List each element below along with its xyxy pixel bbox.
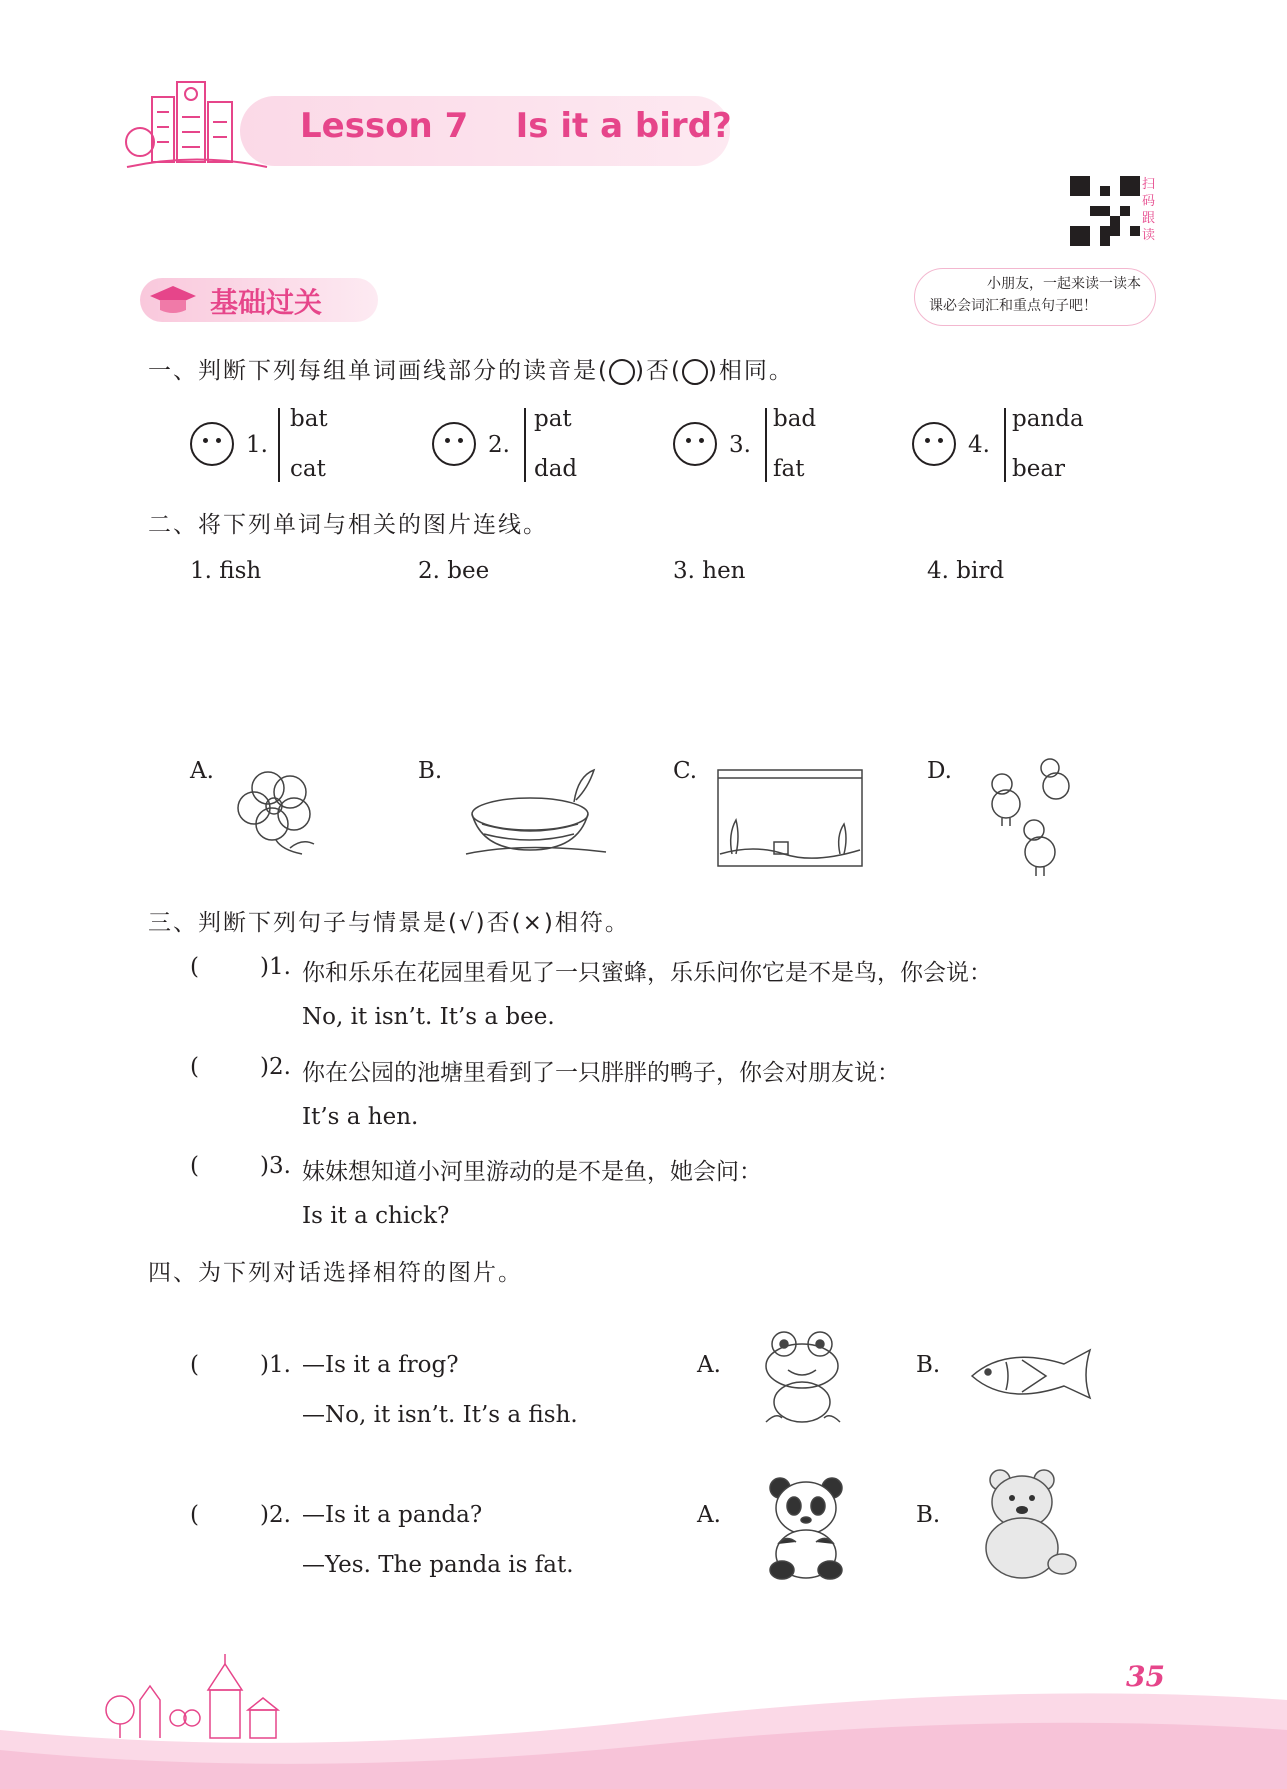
- part1-title: 一、判断下列每组单词画线部分的读音是( )否( )相同。: [148, 358, 794, 384]
- part3-title: 三、判断下列句子与情景是(√)否(×)相符。: [148, 910, 630, 936]
- part3-item-1: ( )1. 你和乐乐在花园里看见了一只蜜蜂，乐乐问你它是不是鸟，你会说： No, it isn’t. It’s a bee.: [190, 954, 992, 1030]
- answer-blank[interactable]: [206, 1153, 246, 1183]
- sad-face-icon: [682, 359, 708, 385]
- smile-face-icon: [609, 359, 635, 385]
- bear-picture[interactable]: [982, 1464, 1082, 1584]
- pic-label-a: A.: [190, 758, 214, 784]
- qr-side-text: 扫 码 跟 读: [1142, 177, 1156, 243]
- pic-label-d: D.: [927, 758, 952, 784]
- chicks-picture[interactable]: [980, 756, 1088, 882]
- pic-label-c: C.: [673, 758, 698, 784]
- tip-bubble: [914, 268, 1156, 326]
- part3-item-3: ( )3. 妹妹想知道小河里游动的是不是鱼，她会问： Is it a chick?: [190, 1153, 762, 1229]
- answer-face-circle[interactable]: [190, 422, 234, 466]
- part4-1-option-b-label: B.: [916, 1352, 941, 1378]
- part4-item-2: ( )2. —Is it a panda? —Yes. The panda is fat.: [190, 1502, 574, 1578]
- answer-blank[interactable]: [206, 1502, 246, 1532]
- word-hen[interactable]: 3. hen: [673, 558, 746, 584]
- pic-label-b: B.: [418, 758, 443, 784]
- badge-label: 基础过关: [210, 286, 323, 319]
- answer-face-circle[interactable]: [912, 422, 956, 466]
- nest-picture[interactable]: [462, 762, 610, 862]
- part2-title: 二、将下列单词与相关的图片连线。: [148, 512, 548, 538]
- answer-blank[interactable]: [206, 954, 246, 984]
- part4-item-1: ( )1. —Is it a frog? —No, it isn’t. It’s a fish.: [190, 1352, 578, 1428]
- answer-blank[interactable]: [206, 1352, 246, 1382]
- word-bee[interactable]: 2. bee: [418, 558, 490, 584]
- part4-title: 四、为下列对话选择相符的图片。: [148, 1260, 523, 1286]
- tip-line-1: 小朋友，一起来读一读本: [987, 276, 1141, 292]
- word-bird[interactable]: 4. bird: [927, 558, 1005, 584]
- graduation-cap-icon: [148, 282, 198, 318]
- answer-face-circle[interactable]: [432, 422, 476, 466]
- tip-line-2: 课必会词汇和重点句子吧！: [929, 298, 1097, 314]
- frog-picture[interactable]: [756, 1326, 850, 1430]
- panda-picture[interactable]: [766, 1474, 846, 1584]
- part4-2-option-b-label: B.: [916, 1502, 941, 1528]
- part4-2-option-a-label: A.: [697, 1502, 721, 1528]
- footer-castle-illustration: [100, 1650, 310, 1740]
- page-number: 35: [1126, 1660, 1165, 1693]
- fish-picture[interactable]: [966, 1342, 1100, 1410]
- lesson-title: Lesson 7 Is it a bird?: [300, 106, 732, 146]
- fish-tank-picture[interactable]: [714, 764, 866, 870]
- answer-blank[interactable]: [206, 1054, 246, 1084]
- qr-code-icon[interactable]: [1070, 176, 1140, 246]
- word-fish[interactable]: 1. fish: [190, 558, 262, 584]
- flower-picture[interactable]: [232, 768, 326, 860]
- part3-item-2: ( )2. 你在公园的池塘里看到了一只胖胖的鸭子，你会对朋友说： It’s a hen.: [190, 1054, 900, 1130]
- answer-face-circle[interactable]: [673, 422, 717, 466]
- part4-1-option-a-label: A.: [697, 1352, 721, 1378]
